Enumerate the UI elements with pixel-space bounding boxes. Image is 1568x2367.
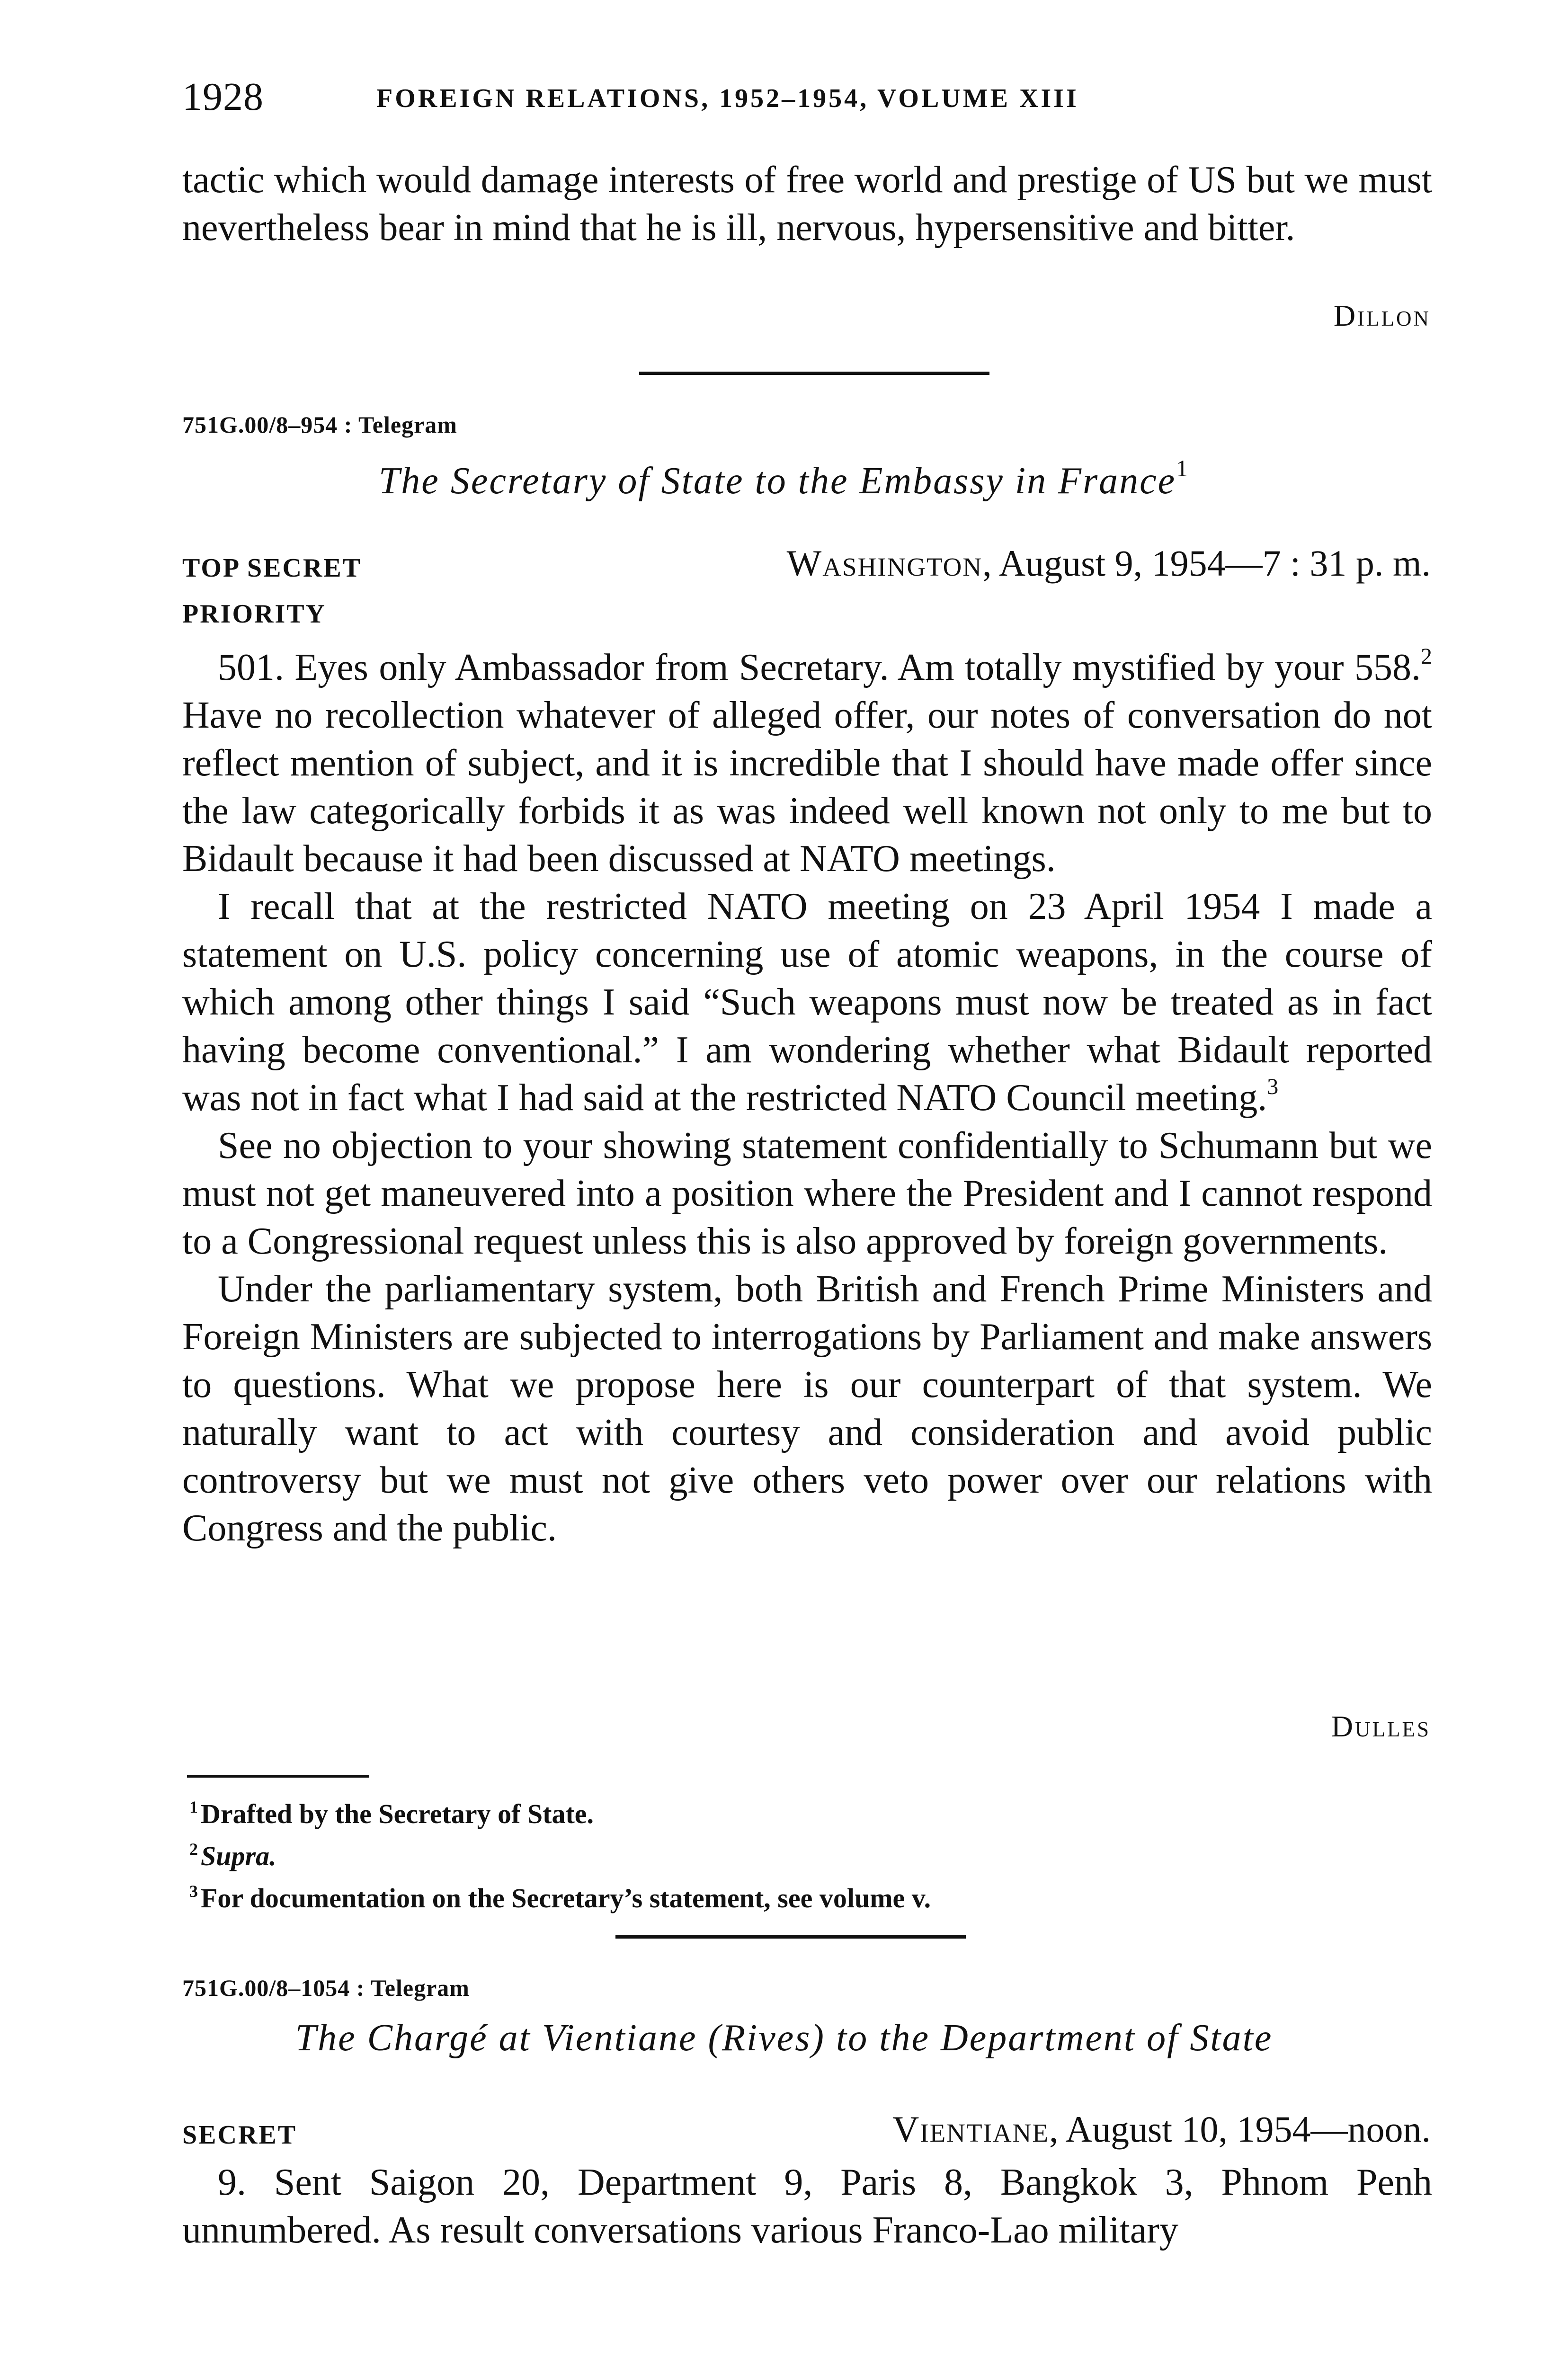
document-2-body — [182, 2159, 1432, 2254]
footnote-1 — [182, 1789, 1432, 1832]
paragraph-1-text-a: 501. Eyes only Ambassador from Secretary. Am totally mystified by your 558. — [218, 647, 1421, 688]
document-1-paragraph-1 — [182, 644, 1432, 883]
document-1-paragraph-3: See no objection to your showing statement confidentially to Schumann but we must not get maneuvered into a position where the President and I cannot respond to a Congressional request unless this is also approved by foreign governments. — [182, 1125, 1432, 1262]
page-number: 1928 — [182, 75, 264, 119]
footnote-ref-2: 2 — [1421, 644, 1432, 669]
document-2-classification: SECRET — [182, 2120, 297, 2150]
footnote-ref-3: 3 — [1267, 1074, 1279, 1099]
document-1-reference: 751G.00/8–954 : Telegram — [182, 411, 457, 438]
document-2-date: , August 10, 1954—noon. — [1049, 2109, 1431, 2150]
footnote-3-mark: 3 — [189, 1882, 198, 1901]
footnote-1-mark: 1 — [189, 1797, 198, 1816]
document-1-title — [0, 454, 1568, 503]
document-2-title: The Chargé at Vientiane (Rives) to the Department of State — [295, 2017, 1273, 2059]
signature-dillon: Dillon — [1333, 299, 1431, 332]
signature-dulles: Dulles — [1331, 1709, 1431, 1743]
section-divider — [639, 372, 989, 375]
paragraph-2-text: I recall that at the restricted NATO meeting on 23 April 1954 I made a statement on U.S. policy concerning use of atomic weapons, in the course of which among other things I said “Such weapons must now be treated as in fact having become conventional.” I am wondering whether what Bidault reported was not in fact what I had said at the restricted NATO Council meeting. — [182, 886, 1432, 1119]
document-1-classification: TOP SECRET — [182, 553, 362, 583]
document-2-paragraph-1: 9. Sent Saigon 20, Department 9, Paris 8, Bangkok 3, Phnom Penh unnumbered. As result conversations various Franco-Lao military — [182, 2162, 1432, 2251]
document-1-paragraph-2 — [182, 883, 1432, 1122]
footnote-2 — [182, 1832, 1432, 1874]
document-2-place: Vientiane — [892, 2109, 1049, 2150]
document-1-paragraph-4: Under the parliamentary system, both British and French Prime Ministers and Foreign Ministers are subjected to interrogations by Parliament and make answers to questions. What we propose here is our counterpart of that system. We naturally want to act with courtesy and consideration and avoid public controversy but we must not give others veto power over our relations with Congress and the public. — [182, 1268, 1432, 1549]
continuation-text-block — [182, 156, 1432, 252]
document-1-priority: PRIORITY — [182, 599, 327, 629]
footnotes — [182, 1789, 1432, 1916]
running-head — [182, 71, 1432, 123]
document-1-dateline — [787, 542, 1431, 585]
footnote-3 — [182, 1874, 1432, 1916]
document-1-body — [182, 644, 1432, 1552]
continuation-paragraph: tactic which would damage interests of free world and prestige of US but we must nevertheless bear in mind that he is ill, nervous, hypersensitive and bitter. — [182, 159, 1432, 249]
document-1-date: , August 9, 1954—7 : 31 p. m. — [982, 543, 1431, 584]
paragraph-1-text-b: Have no recollection whatever of alleged offer, our notes of conversation do not reflect mention of subject, and it is incredible that I should have made offer since the law categorically forbids it as was indeed well known not only to me but to Bidault because it had been discussed at NATO meetings. — [182, 694, 1432, 880]
document-2-dateline — [892, 2108, 1431, 2151]
footnote-1-text: Drafted by the Secretary of State. — [201, 1798, 594, 1829]
footnote-rule — [187, 1775, 369, 1778]
series-title: FOREIGN RELATIONS, 1952–1954, VOLUME XIII — [376, 84, 1079, 113]
section-divider-2 — [615, 1935, 966, 1939]
document-1-place: Washington — [786, 543, 983, 584]
document-1-title-footnote-mark: 1 — [1176, 455, 1190, 481]
document-2-reference: 751G.00/8–1054 : Telegram — [182, 1975, 470, 2001]
footnote-2-text: Supra. — [201, 1841, 276, 1871]
footnote-2-mark: 2 — [189, 1840, 198, 1859]
document-1-title-text: The Secretary of State to the Embassy in France — [378, 460, 1176, 502]
footnote-3-text: For documentation on the Secretary’s statement, see volume v. — [201, 1883, 931, 1913]
